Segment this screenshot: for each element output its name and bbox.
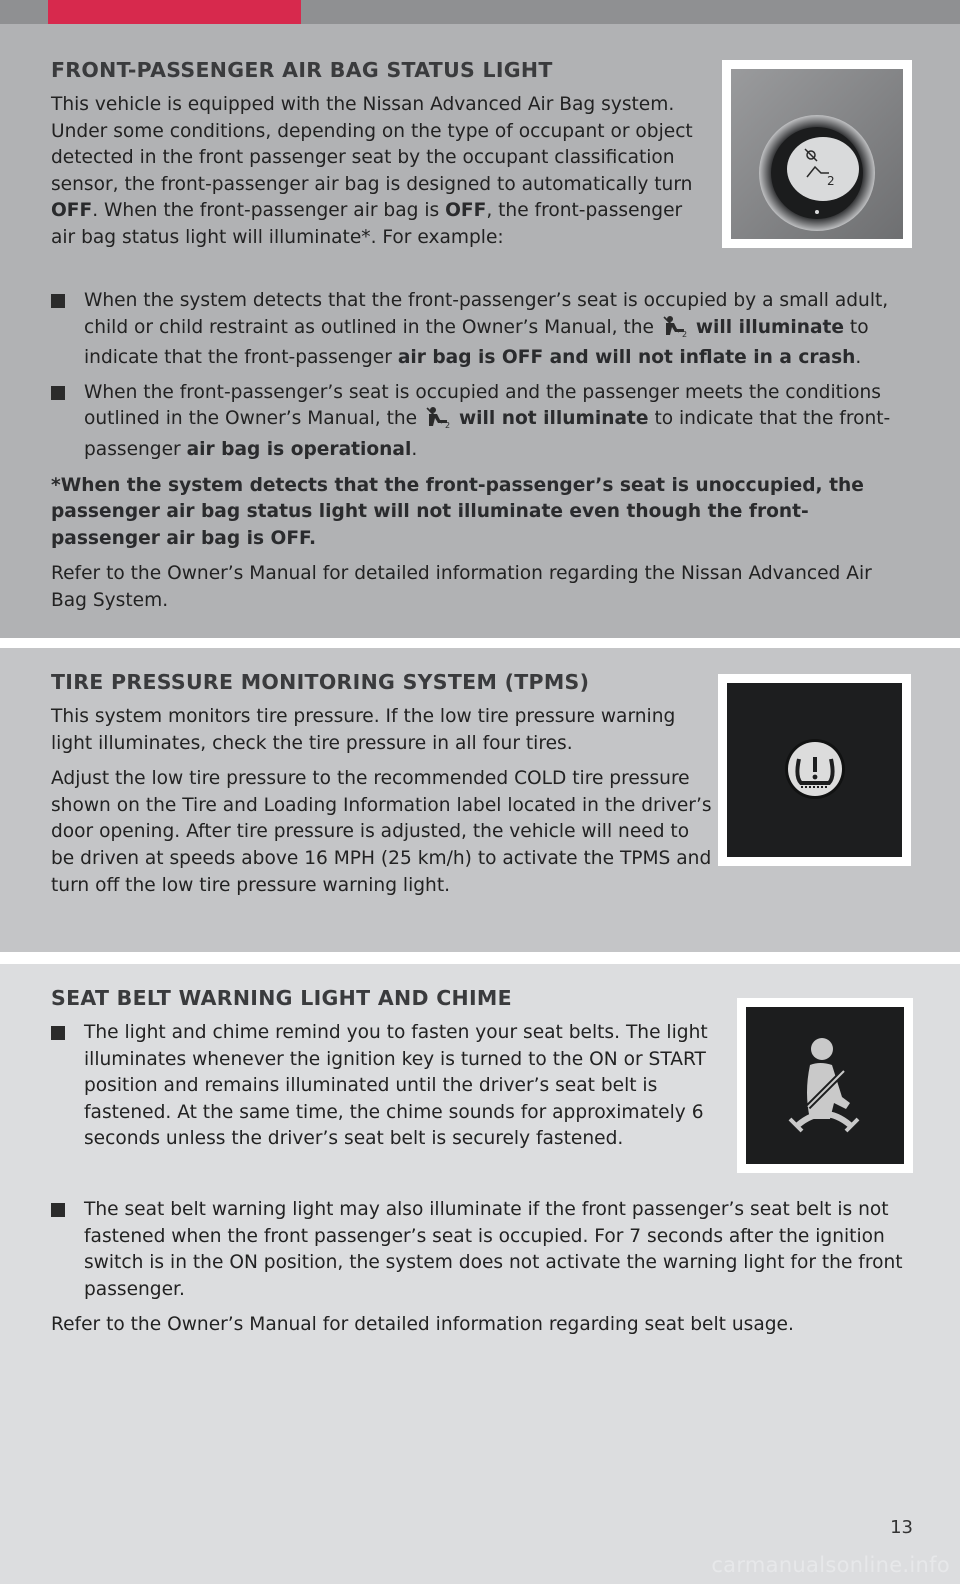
- airbag-status-light-photo: [722, 60, 912, 248]
- tpms-section: [0, 648, 960, 952]
- tpms-warning-light-photo: [718, 674, 911, 866]
- airbag-note: *When the system detects that the front-passenger’s seat is unoccupied, the passenger air bag status light will not illuminate even though the front-passenger air bag is OFF.: [51, 474, 864, 549]
- bullet-square-icon: [51, 294, 65, 308]
- top-bar-accent: [48, 0, 301, 24]
- bullet-square-icon: [51, 1026, 65, 1040]
- tpms-heading: TIRE PRESSURE MONITORING SYSTEM (TPMS): [51, 670, 590, 694]
- list-item: The seat belt warning light may also illuminate if the front passenger’s seat belt is not fastened when the front passenger’s seat is occupied. For 7 seconds after the ignition switch is in the ON position, the system does not activate the warning light for the front passenger.: [51, 1197, 911, 1303]
- airbag-refer: Refer to the Owner’s Manual for detailed information regarding the Nissan Advanced Air Bag System.: [51, 563, 872, 611]
- seatbelt-bullet-list-2: [51, 1197, 911, 1303]
- airbag-bullets-column: [51, 288, 911, 624]
- airbag-bullet-list: [51, 288, 911, 464]
- svg-text:2: 2: [827, 174, 835, 188]
- seatbelt-text-column-top: [51, 986, 731, 1162]
- list-item: When the system detects that the front-passenger’s seat is occupied by a small adult, child or child restraint as outlined in the Owner’s Manual, the 2 will illuminate to indicate that the front-passenger air bag is OFF and will not inflate in a crash.: [51, 288, 911, 372]
- svg-text:2: 2: [681, 329, 688, 337]
- tpms-paragraph-1: This system monitors tire pressure. If the low tire pressure warning light illuminates, check the tire pressure in all four tires.: [51, 706, 676, 754]
- list-item: The light and chime remind you to fasten your seat belts. The light illuminates whenever the ignition key is turned to the ON or START position and remains illuminated until the driver’s seat belt is fastened. At the same time, the chime sounds for approximately 6 seconds unless the driver’s seat belt is securely fastened.: [51, 1020, 724, 1153]
- svg-text:2: 2: [445, 421, 451, 429]
- page-number: 13: [890, 1517, 913, 1538]
- bullet-square-icon: [51, 386, 65, 400]
- airbag-status-light-icon: [662, 315, 688, 346]
- airbag-section: [0, 24, 960, 638]
- airbag-heading: FRONT-PASSENGER AIR BAG STATUS LIGHT: [51, 58, 553, 82]
- seatbelt-refer: Refer to the Owner’s Manual for detailed information regarding seat belt usage.: [51, 1314, 794, 1336]
- seatbelt-section: [0, 964, 960, 1584]
- tpms-text-column: [51, 670, 721, 908]
- airbag-status-light-icon: [425, 406, 451, 437]
- bullet-square-icon: [51, 1203, 65, 1217]
- airbag-text-column: [51, 58, 711, 261]
- seatbelt-bullet-list-1: [51, 1020, 731, 1153]
- seatbelt-warning-light-photo: [737, 998, 913, 1173]
- seatbelt-heading: SEAT BELT WARNING LIGHT AND CHIME: [51, 986, 512, 1010]
- watermark: carmanualsonline.info: [711, 1553, 950, 1577]
- seatbelt-text-column-bottom: [51, 1197, 911, 1348]
- tpms-paragraph-2: Adjust the low tire pressure to the recommended COLD tire pressure shown on the Tire and Loading Information label located in the driver’s door opening. After tire pressure is adjusted, the vehicle will need to be driven at speeds above 16 MPH (25 km/h) to activate the TPMS and turn off the low tire pressure warning light.: [51, 768, 712, 896]
- top-bar: [0, 0, 960, 24]
- airbag-intro: This vehicle is equipped with the Nissan Advanced Air Bag system. Under some conditions, depending on the type of occupant or object detected in the front passenger seat by the occupant classification sensor, the front-passenger air bag is designed to automatically turn OFF. When the front-passenger air bag is OFF, the front-passenger air bag status light will illuminate*. For example:: [51, 94, 693, 248]
- list-item: When the front-passenger’s seat is occupied and the passenger meets the conditions outlined in the Owner’s Manual, the 2 will not illuminate to indicate that the front-passenger air bag is operational.: [51, 380, 911, 464]
